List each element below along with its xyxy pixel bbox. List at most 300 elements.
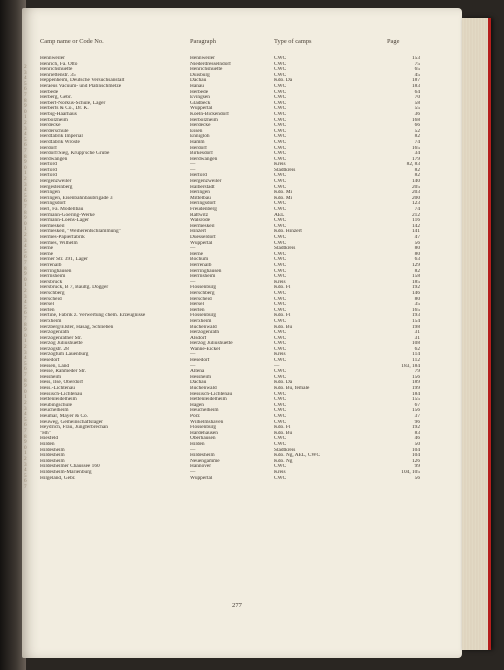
gutter-mark: 2: [24, 288, 27, 294]
page-ref-cell: 165: [411, 145, 420, 151]
gutter-mark: 8: [24, 433, 27, 440]
paragraph-cell: —: [190, 162, 196, 168]
paragraph-cell: Herrnsheim: [190, 274, 216, 280]
camp-type-cell: CWC: [274, 436, 287, 442]
gutter-mark: 3: [24, 237, 27, 244]
camp-name-cell: Hermann-Loens-Lager: [40, 218, 89, 224]
paragraph-cell: Herne: [190, 251, 204, 257]
camp-type-cell: CWC: [274, 346, 287, 352]
gutter-mark: 8: [24, 97, 27, 104]
page-ref-cell: 189: [411, 380, 420, 386]
paragraph-cell: Hilden: [190, 441, 205, 447]
gutter-mark: 0: [24, 220, 27, 227]
paragraph-cell: Walsrode: [190, 218, 211, 224]
camp-name-cell: Herzberg/Elster, Hasag, Schlieben: [40, 324, 114, 330]
camp-type-cell: CWC: [274, 268, 287, 274]
gutter-mark: 1: [24, 226, 27, 233]
gutter-mark: 8: [24, 209, 27, 216]
page-ref-cell: 64: [414, 89, 420, 95]
paragraph-cell: Hettenleidelheim: [190, 397, 227, 403]
camp-type-cell: Stadtkreis: [274, 167, 296, 173]
page-ref-cell: 35: [414, 302, 420, 308]
page-ref-cell: 155: [411, 397, 420, 403]
camp-name-cell: Henriettenstr. 35: [40, 72, 76, 78]
paragraph-cell: Heringsdorf: [190, 201, 216, 207]
camp-name-cell: Herzogenrath: [40, 330, 70, 336]
camp-type-cell: CWC: [274, 67, 287, 73]
camp-name-cell: Herringhausen: [40, 268, 72, 274]
page-ref-cell: 192: [411, 285, 420, 291]
camp-type-cell: CWC: [274, 464, 287, 470]
camp-name-cell: Herford: [40, 173, 57, 179]
paragraph-cell: Wilhelmshaven: [190, 419, 224, 425]
camp-type-cell: Kdo. Ng, AEL, CWC: [274, 453, 321, 459]
gutter-mark: 4: [24, 187, 27, 194]
camp-type-cell: CWC: [274, 318, 287, 324]
camp-type-cell: CWC: [274, 374, 287, 380]
camp-type-cell: Kdo. Da: [274, 78, 293, 84]
camp-name-cell: Hildesheim-Marienburg: [40, 469, 92, 475]
camp-type-cell: Kdo. Hinzert: [274, 229, 302, 235]
gutter-mark: 3: [24, 69, 27, 76]
gutter-mark: 5: [24, 416, 27, 423]
camp-type-cell: CWC: [274, 134, 287, 140]
paragraph-cell: Hannover: [190, 464, 212, 470]
gutter-mark: 5: [24, 80, 27, 87]
camp-type-cell: CWC: [274, 184, 287, 190]
gutter-mark: 0: [24, 164, 27, 171]
page-ref-cell: 37: [414, 414, 420, 419]
paragraph-cell: Buchenwald: [190, 324, 217, 330]
paragraph-cell: Hergenzweiler: [190, 179, 222, 185]
paragraph-cell: Hesedorf: [190, 358, 210, 364]
page-ref-cell: 123: [411, 201, 420, 207]
gutter-mark: 7: [24, 148, 27, 154]
camp-type-cell: CWC: [274, 56, 287, 61]
gutter-mark: 6: [24, 142, 27, 149]
page-ref-cell: 156: [411, 374, 420, 380]
paragraph-cell: Hersel: [190, 302, 204, 308]
camp-type-cell: CWC: [274, 262, 287, 268]
page-ref-cell: 192: [411, 425, 420, 431]
camp-type-cell: CWC: [274, 151, 287, 157]
camp-name-cell: Herxheim: [40, 318, 62, 324]
paragraph-cell: Wuppertal: [190, 240, 213, 246]
paragraph-cell: Heringen: [190, 190, 210, 196]
camp-type-cell: CWC: [274, 235, 287, 240]
camp-type-cell: Kreis: [274, 279, 286, 285]
gutter-mark: 6: [24, 198, 27, 205]
camp-type-cell: Kdo. Mi: [274, 195, 293, 201]
camp-type-cell: CWC: [274, 302, 287, 308]
page-ref-cell: 179: [411, 156, 420, 162]
gutter-mark: 7: [24, 316, 27, 322]
camp-name-cell: Herzogenrather Str.: [40, 335, 82, 341]
page-ref-cell: 82: [414, 167, 420, 173]
page-ref-cell: 104: [411, 447, 420, 453]
paragraph-cell: Evingsen: [190, 95, 210, 101]
camp-type-cell: CWC: [274, 61, 287, 67]
camp-name-cell: Heubingschule: [40, 402, 73, 408]
camp-name-cell: Hermes, Wilhelm: [40, 240, 78, 246]
page-ref-cell: 65: [414, 67, 420, 73]
paragraph-cell: Duisburg: [190, 72, 210, 78]
page-ref-cell: 126: [411, 458, 420, 464]
camp-type-cell: CWC: [274, 274, 287, 280]
camp-type-cell: CWC: [274, 341, 287, 347]
camp-name-cell: Heringen, Eisenbahnbaubrigade 3: [40, 195, 113, 201]
camp-name-cell: Herzogstr. 28: [40, 346, 69, 352]
gutter-mark: 1: [24, 114, 27, 121]
paragraph-cell: Herford: [190, 173, 207, 179]
paragraph-cell: Hermeskeil: [190, 223, 215, 229]
camp-type-cell: CWC: [274, 72, 287, 78]
paragraph-cell: Koeln-Bickendorf: [190, 111, 229, 117]
camp-type-cell: CWC: [274, 179, 287, 185]
paragraph-cell: Heuchelheim: [190, 408, 219, 414]
camp-name-cell: Hessen, Land: [40, 363, 70, 369]
paragraph-cell: Henrichshuette: [190, 67, 223, 73]
camp-type-cell: AEL: [274, 212, 285, 218]
page-ref-cell: 199: [411, 386, 420, 392]
gutter-mark: 5: [24, 192, 27, 199]
paragraph-cell: Wanne-Eickel: [190, 346, 221, 352]
camp-name-cell: Herdecke: [40, 123, 61, 129]
camp-type-cell: CWC: [274, 83, 287, 89]
gutter-mark: 9: [24, 383, 27, 390]
paragraph-cell: Hessheim: [190, 374, 212, 380]
gutter-mark: 1: [24, 450, 27, 457]
camp-name-cell: Hessheim: [40, 374, 62, 380]
paragraph-cell: Halberstadt: [190, 184, 215, 190]
gutter-mark: 4: [24, 299, 27, 306]
camp-name-cell: Hettenleidelheim: [40, 397, 77, 403]
camp-type-cell: CWC: [274, 307, 287, 313]
paragraph-cell: Flossenburg: [190, 425, 217, 431]
gutter-mark: 5: [24, 472, 27, 479]
gutter-mark: 4: [24, 75, 27, 82]
camp-name-cell: Herford: [40, 162, 57, 168]
paragraph-cell: Herschberg: [190, 290, 215, 296]
camp-name-cell: Hertine, Fabrik z. Verwertung chem. Erzeugnisse: [40, 313, 146, 319]
paragraph-cell: Herrenalb: [190, 262, 212, 268]
camp-name-cell: Hersbruck, B 7, Baultg. Dogger: [40, 285, 109, 291]
paragraph-cell: Herringhausen: [190, 268, 222, 274]
camp-type-cell: CWC: [274, 207, 287, 213]
gutter-mark: 3: [24, 461, 27, 468]
paragraph-cell: Neuengamme: [190, 458, 220, 464]
camp-type-cell: CWC: [274, 335, 287, 341]
page-ref-cell: 146: [411, 290, 420, 296]
camp-type-cell: CWC: [274, 330, 287, 336]
camp-name-cell: Herne: [40, 246, 54, 252]
paragraph-cell: Dachau: [190, 380, 207, 386]
paragraph-cell: Duesseldorf: [190, 235, 216, 240]
gutter-mark: 1: [24, 338, 27, 345]
camp-name-cell: Heuweg, Gemeinschaftslager: [40, 419, 103, 425]
paragraph-cell: —: [190, 469, 196, 475]
camp-name-cell: Herbolzheim: [40, 117, 68, 123]
page-ref-cell: 193: [411, 313, 420, 319]
page-ref-cell: 153: [411, 56, 420, 61]
gutter-mark: 0: [24, 332, 27, 339]
paragraph-cell: Altena: [190, 369, 205, 375]
page-ref-cell: 187: [411, 78, 420, 84]
camp-name-cell: Hildesheim: [40, 453, 65, 459]
camp-name-cell: Herten: [40, 307, 55, 313]
paragraph-cell: Dachau: [190, 78, 207, 84]
page-ref-cell: 82: [414, 134, 420, 140]
page-ref-cell: 104, 105: [401, 469, 420, 475]
camp-type-cell: CWC: [274, 240, 287, 246]
camp-type-cell: CWC: [274, 369, 287, 375]
camp-name-cell: Hersbruck: [40, 279, 63, 285]
paragraph-cell: Ennigloh: [190, 134, 210, 140]
page-ref-cell: 198: [411, 324, 420, 330]
camp-type-cell: Kdo. Mi: [274, 190, 293, 196]
gutter-mark: 3: [24, 181, 27, 188]
gutter-mark: 7: [24, 484, 27, 490]
table-row: [40, 476, 450, 482]
camp-type-cell: Stadtkreis: [274, 246, 296, 252]
page-ref-cell: 205: [411, 184, 420, 190]
gutter-mark: 5: [24, 248, 27, 255]
paragraph-cell: Flossenburg: [190, 313, 217, 319]
gutter-mark: 4: [24, 131, 27, 138]
gutter-mark: 2: [24, 176, 27, 182]
page-ref-cell: 168: [411, 117, 420, 123]
gutter-mark: 3: [24, 349, 27, 356]
camp-name-cell: Herbig-Haarhaus: [40, 111, 77, 117]
gutter-mark: 6: [24, 366, 27, 373]
page-ref-cell: 55: [414, 106, 420, 112]
camp-name-cell: Hermeskeil: [40, 223, 65, 229]
paragraph-cell: Herbolzheim: [190, 117, 218, 123]
page-ref-cell: 114: [412, 352, 420, 358]
paragraph-cell: Oberhausen: [190, 436, 216, 442]
camp-name-cell: Hilden: [40, 441, 55, 447]
camp-type-cell: CWC: [274, 408, 287, 414]
page-ref-cell: 80: [414, 251, 420, 257]
page-ref-cell: 141: [411, 229, 420, 235]
page-ref-cell: 50: [414, 441, 420, 447]
page-ref-cell: 104: [411, 453, 420, 459]
camp-name-cell: Hersel: [40, 302, 54, 308]
camp-name-cell: Henrichshuette: [40, 67, 73, 73]
gutter-mark: 9: [24, 103, 27, 110]
camp-name-cell: Hermeskeil, "Weiherentschlammung": [40, 229, 121, 235]
page-ref-cell: 47: [414, 235, 420, 240]
paragraph-cell: Herten: [190, 307, 205, 313]
paragraph-cell: Rattwitz: [190, 212, 209, 218]
paragraph-cell: Hagen: [190, 402, 204, 408]
gutter-mark: 3: [24, 293, 27, 300]
camp-type-cell: CWC: [274, 257, 287, 263]
camp-name-cell: Hildesheim: [40, 447, 65, 453]
camp-name-cell: Heringsdorf: [40, 201, 66, 207]
gutter-mark: 3: [24, 405, 27, 412]
camp-name-cell: Heuchelheim: [40, 408, 69, 414]
page-ref-cell: 83: [414, 430, 420, 436]
gutter-mark: 2: [24, 456, 27, 462]
page-ref-cell: 140: [411, 179, 420, 185]
page-ref-cell: 154: [411, 318, 420, 324]
camp-type-cell: Kdo. Da: [274, 380, 293, 386]
camp-type-cell: CWC: [274, 218, 287, 224]
camp-name-cell: Herdfabrik Imperial: [40, 134, 83, 140]
gutter-mark: 8: [24, 321, 27, 328]
camp-name-cell: Heydrich, Frau, Jungferbrechan: [40, 425, 108, 431]
gutter-mark: 9: [24, 271, 27, 278]
gutter-mark: 0: [24, 108, 27, 115]
camp-name-cell: Heumar, Mayer & Co.: [40, 414, 89, 419]
paragraph-cell: Mittelbau: [190, 195, 211, 201]
camp-type-cell: CWC: [274, 117, 287, 123]
gutter-mark: 6: [24, 422, 27, 429]
page-ref-cell: 52: [414, 128, 420, 134]
paragraph-cell: Hamm: [190, 139, 205, 145]
page-ref-cell: 63: [414, 257, 420, 263]
gutter-mark: 2: [24, 120, 27, 126]
paragraph-cell: Hanau: [190, 83, 204, 89]
column-headers: [40, 38, 450, 50]
gutter-mark: 6: [24, 478, 27, 485]
camp-name-cell: "Hh": [40, 430, 51, 436]
page-ref-cell: 156: [411, 408, 420, 414]
paragraph-cell: Bochum: [190, 257, 209, 263]
gutter-mark: 5: [24, 360, 27, 367]
camp-type-cell: Kdo. Fl: [274, 313, 291, 319]
camp-type-cell: Kdo. Bu: [274, 324, 293, 330]
gutter-mark: 8: [24, 153, 27, 160]
paragraph-cell: Hinzert: [190, 229, 207, 235]
camp-name-cell: Heringen: [40, 190, 60, 196]
gutter-mark: 7: [24, 372, 27, 378]
camp-type-cell: CWC: [274, 223, 287, 229]
gutter-mark: 9: [24, 215, 27, 222]
camp-name-cell: Herrnsheim: [40, 274, 66, 280]
page-ref-cell: 99: [414, 464, 420, 470]
camp-name-cell: Hessisch-Lichtenau: [40, 391, 83, 397]
paragraph-cell: Herdecke: [190, 123, 211, 129]
gutter-mark: 8: [24, 265, 27, 272]
gutter-mark: 7: [24, 260, 27, 266]
camp-type-cell: CWC: [274, 139, 287, 145]
page-ref-cell: 129: [411, 262, 420, 268]
paragraph-cell: —: [190, 363, 196, 369]
camp-type-cell: CWC: [274, 441, 287, 447]
gutter-mark: 2: [24, 400, 27, 406]
camp-type-cell: CWC: [274, 475, 287, 481]
camp-type-cell: CWC: [274, 419, 287, 425]
gutter-mark: 9: [24, 327, 27, 334]
paragraph-cell: Gladbeck: [190, 100, 211, 106]
page-ref-cell: 62: [414, 346, 420, 352]
page-ref-cell: 165: [411, 307, 420, 313]
page-ref-cell: 56: [414, 240, 420, 246]
page-number: 277: [232, 602, 242, 609]
page-ref-cell: 82, 83: [406, 162, 420, 168]
camp-name-cell: Herl, Fa. Modellbau: [40, 207, 84, 213]
camp-name-cell: Heppenheim, Deutsche Versuchsanstalt: [40, 78, 125, 84]
gutter-mark: 2: [24, 344, 27, 350]
camp-name-cell: Herdorf: [40, 145, 57, 151]
gutter-mark: 6: [24, 310, 27, 317]
page-ref-cell: 183: [411, 83, 420, 89]
gutter-mark: 4: [24, 355, 27, 362]
page-ref-cell: 96: [414, 419, 420, 425]
page-ref-cell: 112: [412, 358, 420, 364]
camp-name-cell: Hilgeland, Gebr.: [40, 475, 76, 481]
camp-type-cell: Kdo. Fl: [274, 285, 291, 291]
paragraph-cell: Herxheim: [190, 318, 212, 324]
camp-type-cell: CWC: [274, 156, 287, 162]
page-ref-cell: 212: [411, 212, 420, 218]
camp-type-cell: CWC: [274, 123, 287, 129]
camp-type-cell: CWC: [274, 111, 287, 117]
paragraph-cell: Flossenburg: [190, 285, 217, 291]
header-page: Page: [387, 38, 400, 45]
page-ref-cell: 66: [414, 123, 420, 129]
gutter-mark: 7: [24, 428, 27, 434]
page-ref-cell: 75: [414, 61, 420, 67]
camp-name-cell: Herderschule: [40, 128, 69, 134]
paragraph-cell: Hildesheim: [190, 453, 215, 459]
paragraph-cell: Birkesdorf: [190, 151, 213, 157]
camp-name-cell: Hennweiler: [40, 56, 65, 61]
page-ref-cell: 158: [411, 274, 420, 280]
paragraph-cell: Wuppertal: [190, 106, 213, 112]
camp-type-cell: CWC: [274, 128, 287, 134]
camp-type-cell: —: [274, 363, 280, 369]
page-ref-cell: 142: [411, 223, 420, 229]
camp-name-cell: Herberg, Gebr.: [40, 95, 72, 101]
page-ref-cell: 45: [414, 72, 420, 78]
camp-name-cell: Hermes-Papierfabrik: [40, 235, 85, 240]
gutter-mark: 2: [24, 232, 27, 238]
camp-name-cell: Herzogtum Lauenburg: [40, 352, 89, 358]
camp-type-cell: CWC: [274, 414, 287, 419]
camp-name-cell: Herscheid: [40, 296, 62, 302]
header-paragraph: Paragraph: [190, 38, 216, 45]
paragraph-cell: Herbede: [190, 89, 209, 95]
camp-type-cell: CWC: [274, 106, 287, 112]
camp-type-cell: CWC: [274, 173, 287, 179]
page-ref-cell: 36: [414, 111, 420, 117]
paragraph-cell: Alsdorf: [190, 335, 207, 341]
camp-name-cell: Herrenalb: [40, 262, 62, 268]
camp-name-cell: Hess, Ilse, Oberdorf: [40, 380, 84, 386]
gutter-mark: 6: [24, 254, 27, 261]
page-ref-cell: 67: [414, 402, 420, 408]
paragraph-cell: Hardehausen: [190, 430, 218, 436]
camp-name-cell: Herzog Juliushuette: [40, 341, 83, 347]
page-ref-cell: 34: [414, 151, 420, 157]
camp-type-cell: Kreis: [274, 352, 286, 358]
paragraph-cell: Herdorf: [190, 145, 207, 151]
paragraph-cell: Herzogenrath: [190, 330, 220, 336]
page-ref-cell: 108: [411, 341, 420, 347]
camp-type-cell: Kdo. Ng: [274, 458, 293, 464]
camp-type-cell: CWC: [274, 145, 287, 151]
paragraph-cell: —: [190, 246, 196, 252]
camp-type-cell: CWC: [274, 402, 287, 408]
gutter-mark: 5: [24, 304, 27, 311]
camp-type-cell: Kreis: [274, 469, 286, 475]
page-ref-cell: 31: [414, 330, 420, 336]
page-ref-cell: 58: [414, 100, 420, 106]
paragraph-cell: Porz: [190, 414, 200, 419]
